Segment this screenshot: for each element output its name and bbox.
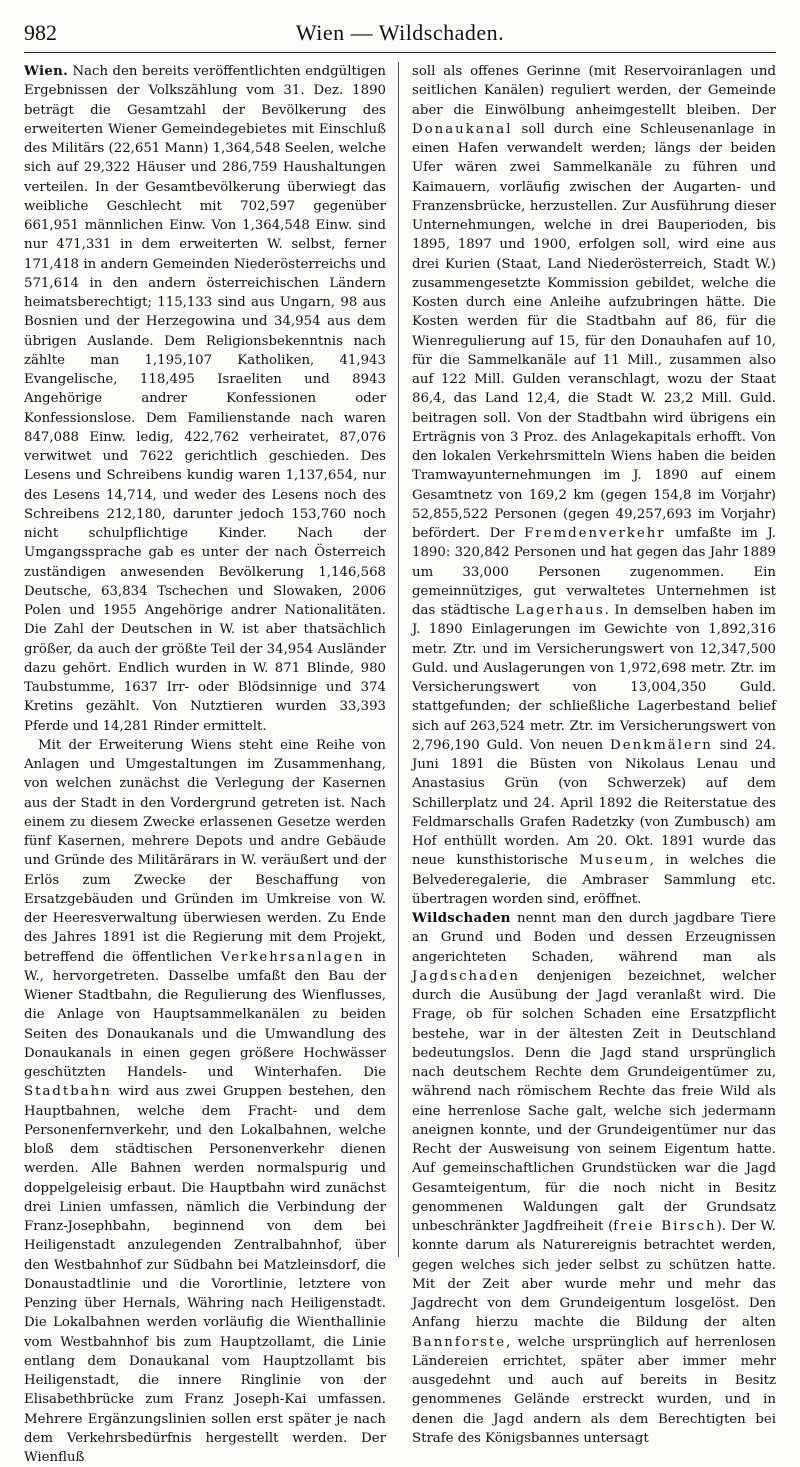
paragraph-text: Nach den bereits veröffentlichten endgültigen Ergebnissen der Volkszählung vom 31. Dez. 1890 beträgt die Gesamtzahl der Bevölkerung des erweiterten Wiener Gemeindegebietes mit Einschluß des Militärs (22,651 Mann) 1,364,548 Seelen, welche sich auf 29,322 Häuser und 286,759 Haushaltungen verteilen. In der Gesamtbevölkerung überwiegt das weibliche Geschlecht mit 702,597 gegenüber 661,951 männlichen Einw. Von 1,364,548 Einw. sind nur 471,331 in dem erweiterten W. selbst, ferner 171,418 in andern Gemeinden Niederösterreichs und 571,614 in den andern österreichischen Ländern heimatsberechtigt; 115,133 sind aus Ungarn, 98 aus Bosnien und der Herzegowina und 34,954 aus dem übrigen Auslande. Dem Religionsbekenntnis nach zählte man 1,195,107 Katholiken, 41,943 Evangelische, 118,495 Israeliten und 8943 Angehörige andrer Konfessionen oder Konfessionslose. Dem Familienstande nach waren 847,088 Einw. ledig, 422,762 verheiratet, 87,076 verwitwet und 7622 gerichtlich geschieden. Des Lesens und Schreibens kundig waren 1,137,654, nur des Lesens 14,714, und weder des Lesens noch des Schreibens 212,180, darunter jedoch 153,760 noch nicht schulpflichtige Kinder. Nach der Umgangssprache gab es unter der nach Österreich zuständigen anwesenden Bevölkerung 1,146,568 Deutsche, 63,834 Tschechen und Slowaken, 2006 Polen und 1955 Angehörige andrer Nationalitäten. Die Zahl der Deutschen in W. ist aber thatsächlich größer, da auch der größte Teil der 34,954 Ausländer dazu gehört. Endlich wurden in W. 871 Blinde, 980 Taubstumme, 1637 Irr- oder Blödsinnige und 374 Kretins gezählt. Von Nutztieren wurden 33,393 Pferde und 14,281 Rinder ermittelt. xyxy=(24,64,386,734)
spaced-term: Stadtbahn xyxy=(24,1084,112,1100)
paragraph-text: sind 24. Juni 1891 die Büsten von Nikolaus Lenau und Anastasius Grün (von Schwerzek) auf dem Schillerplatz und 24. April 1892 die Reiterstatue des Feldmarschalls Grafen Radetzky (von Zumbusch) am Hof enthüllt worden. Am 20. Okt. 1891 wurde das neue kunsthistorische xyxy=(412,737,776,869)
left-column xyxy=(24,62,386,1465)
paragraph-text: . In demselben haben im J. 1890 Einlagerungen im Gewichte von 1,892,316 metr. Ztr. und im Versicherungswert von 12,347,500 Guld. und Auslagerungen von 1,972,698 metr. Ztr. im Versicherungswert von 13,004,350 Guld. stattgefunden; der schließliche Lagerbestand belief sich auf 263,524 metr. Ztr. im Versicherungswert von 2,796,190 Guld. Von neuen xyxy=(412,603,776,753)
spaced-term: Donaukanal xyxy=(412,121,513,137)
paragraph-wildschaden xyxy=(412,909,776,1448)
paragraph-wien-population xyxy=(24,62,386,736)
paragraph-text: denjenigen bezeichnet, welcher durch die Ausübung der Jagd veranlaßt wird. Die Frage, ob für solchen Schaden eine Ersatzpflicht bestehe, war in der ältesten Zeit in Deutschland bedeutungslos. Denn die Jagd stand ursprünglich nach deutschem Rechte dem Grundeigentümer zu, während nach römischem Rechte das freie Wild als eine herrenlose Sache galt, welche sich jedermann aneignen konnte, und der Grundeigentümer nur das Recht der Ausweisung von seinem Eigentum hatte. Auf gemeinschaftlichen Grundstücken war die Jagd Gesamteigentum, für die noch nicht in Besitz genommenen Waldungen galt der Grundsatz unbeschränkter Jagdfreiheit ( xyxy=(412,968,776,1234)
spaced-term: freie Birsch xyxy=(613,1219,717,1234)
right-column xyxy=(412,62,776,1446)
page-header xyxy=(24,18,776,53)
entry-lemma-wien: Wien. xyxy=(24,64,69,79)
paragraph-text: ). Der W. konnte darum als Naturereignis betrachtet werden, gegen welches sich jeder selbst zu schützen hatte. Mit der Zeit aber wurde mehr und mehr das Jagdrecht von dem Grundeigentum losgelöst. Den Anfang hierzu machte die Bildung der alten xyxy=(412,1219,776,1331)
paragraph-wien-continued xyxy=(412,62,776,909)
paragraph-text: Mit der Erweiterung Wiens steht eine Reihe von Anlagen und Umgestaltungen im Zusammenhang, von welchen zunächst die Verlegung der Kasernen aus der Stadt in den Vordergrund getreten ist. Nach einem zu diesem Zwecke erlassenen Gesetze werden fünf Kasernen, mehrere Depots und andre Gebäude und Gründe des Militärärars in W. veräußert und der Erlös zum Zwecke der Beschaffung von Ersatzgebäuden und Gründen im Umkreise von W. der Heeresverwaltung überwiesen werden. Zu Ende des Jahres 1891 ist die Regierung mit dem Projekt, betreffend die öffentlichen xyxy=(24,737,386,965)
paragraph-text: in W., hervorgetreten. Dasselbe umfaßt den Bau der Wiener Stadtbahn, die Regulierung des Wienflusses, die Anlage von Hauptsammelkanälen zu beiden Seiten des Donaukanals und die Umwandlung des Donaukanals in einen gegen größere Hochwässer geschützten Handels- und Winterhafen. Die xyxy=(24,949,386,1080)
spaced-term: Jagdschaden xyxy=(412,968,520,984)
entry-lemma-wildschaden: Wildschaden xyxy=(412,911,511,926)
paragraph-text: nennt man den durch jagdbare Tiere an Grund und Boden und dessen Erzeugnissen angerichteten Schaden, während man als xyxy=(412,911,776,965)
spaced-term: Denkmälern xyxy=(610,737,713,753)
paragraph-text: wird aus zwei Gruppen bestehen, den Hauptbahnen, welche dem Fracht- und dem Personenfernverkehr, und den Lokalbahnen, welche bloß dem städtischen Personenverkehr dienen werden. Alle Bahnen werden normalspurig und doppelgeleisig erbaut. Die Hauptbahn wird zunächst drei Linien umfassen, nämlich die Verbindung der Franz-Josephbahn, beginnend von dem bei Heiligenstadt anzulegenden Zentralbahnhof, über den Westbahnhof zur Südbahn bei Matzleinsdorf, die Donaustadtlinie und die Vorortlinie, letztere von Penzing über Hernals, Währing nach Heiligenstadt. Die Lokalbahnen werden vorläufig die Wienthallinie vom Westbahnhof bis zum Hauptzollamt, die Linie entlang dem Donaukanal vom Hauptzollamt bis Heiligenstadt, die innere Ringlinie von der Elisabethbrücke zum Franz Joseph-Kai umfassen. Mehrere Ergänzungslinien sollen erst später je nach dem Verkehrsbedürfnis hergestellt werden. Der Wienfluß xyxy=(24,1084,386,1465)
paragraph-text: , in welches die Belvederegalerie, die Ambraser Sammlung etc. übertragen worden sind, eröffnet. xyxy=(412,853,776,907)
spaced-term: Fremdenverkehr xyxy=(524,526,666,541)
spaced-term: Lagerhaus xyxy=(515,603,605,618)
spaced-term: Verkehrsanlagen xyxy=(220,949,365,965)
spaced-term: Museum xyxy=(579,853,650,869)
running-head: Wien — Wildschaden. xyxy=(295,20,505,45)
paragraph-text: , welche ursprünglich auf herrenlosen Ländereien errichtet, später aber immer mehr ausgedehnt und auch auf bereits in Besitz genommenes Gelände erstreckt wurden, und in denen die Jagd andern als dem Berechtigten bei Strafe des Königsbannes untersagt xyxy=(412,1334,776,1446)
paragraph-wien-infrastructure xyxy=(24,736,386,1467)
paragraph-text: soll als offenes Gerinne (mit Reservoiranlagen und seitlichen Kanälen) reguliert werden, der Gemeinde aber die Einwölbung anheimgestellt bleiben. Der xyxy=(412,64,776,118)
paragraph-text: umfaßte im J. 1890: 320,842 Personen und hat gegen das Jahr 1889 um 33,000 Personen zugenommen. Ein gemeinnütziges, gut verwaltetes Unternehmen ist das städtische xyxy=(412,526,776,618)
page-number: 982 xyxy=(24,20,57,45)
column-divider xyxy=(398,62,399,1257)
spaced-term: Bannforste xyxy=(412,1334,507,1350)
paragraph-text: soll durch eine Schleusenanlage in einen Hafen verwandelt werden; längs der beiden Ufer wären zwei Sammelkanäle zu führen und Kaimauern, vorläufig zwischen der Augarten- und Franzensbrücke, herzustellen. Zur Ausführung dieser Unternehmungen, welche in drei Bauperioden, bis 1895, 1897 und 1900, erfolgen soll, wird eine aus drei Kurien (Staat, Land Niederösterreich, Stadt W.) zusammengesetzte Kommission gebildet, welche die Kosten durch eine Anleihe aufzubringen hätte. Die Kosten werden für die Stadtbahn auf 86, für die Wienregulierung auf 15, für den Donauhafen auf 10, für die Sammelkanäle auf 11 Mill., zusammen also auf 122 Mill. Gulden veranschlagt, wozu der Staat 86,4, das Land 12,4, die Stadt W. 23,2 Mill. Guld. beitragen soll. Von der Stadtbahn wird übrigens ein Erträgnis von 3 Proz. des Anlagekapitals erhofft. Von den lokalen Verkehrsmitteln Wiens haben die beiden Tramwayunternehmungen im J. 1890 auf einem Gesamtnetz von 169,2 km (gegen 154,8 im Vorjahr) 52,855,522 Personen (gegen 49,257,693 im Vorjahr) befördert. Der xyxy=(412,121,776,541)
